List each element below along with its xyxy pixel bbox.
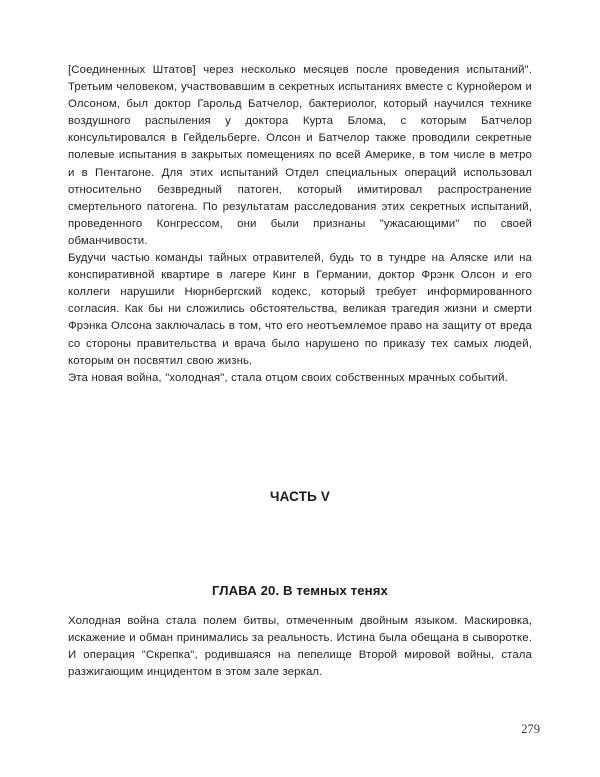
page-body-text-block xyxy=(68,62,532,387)
paragraph-cold-war-closing: Эта новая война, "холодная", стала отцом своих собственных мрачных событий. xyxy=(68,371,508,384)
chapter-body-text-block xyxy=(68,613,532,681)
paragraph-opening-continuation: [Соединенных Штатов] через несколько месяцев после проведения испытаний". Третьим человеком, участвовавшим в секретных испытаниях вместе с Курнойером и Олсоном, был доктор Гарольд Батчелор, бактериолог, который научился технике воздушного распыления у доктора Курта Блома, с которым Батчелор консультировался в Гейдельберге. Олсон и Батчелор также проводили секретные полевые испытания в закрытых помещениях по всей Америке, в том числе в метро и в Пентагоне. Для этих испытаний Отдел специальных операций использовал относительно безвредный патоген, который имитировал распространение смертельного патогена. По результатам расследования этих секретных испытаний, проведенного Конгрессом, они были признаны "ужасающими" по своей обманчивости. xyxy=(68,64,532,247)
part-heading: ЧАСТЬ V xyxy=(270,489,330,504)
paragraph-chapter-opening: Холодная война стала полем битвы, отмеченным двойным языком. Маскировка, искажение и обман принимались за реальность. Истина была обещана в сыворотке. И операция "Скрепка", родившаяся на пепелище Второй мировой войны, стала разжигающим инцидентом в этом зале зеркал. xyxy=(68,615,532,679)
chapter-heading: ГЛАВА 20. В темных тенях xyxy=(212,583,388,598)
paragraph-nuremberg-code: Будучи частью команды тайных отравителей, будь то в тундре на Аляске или на конспиративной квартире в лагере Кинг в Германии, доктор Фрэнк Олсон и его коллеги нарушили Нюрнбергский кодекс, который требует информированного согласия. Как бы ни сложились обстоятельства, великая трагедия жизни и смерти Фрэнка Олсона заключалась в том, что его неотъемлемое право на защиту от вреда со стороны правительства и врача было нарушено по приказу тех самых людей, которым он посвятил свою жизнь. xyxy=(68,252,532,367)
page-number: 279 xyxy=(521,722,540,736)
